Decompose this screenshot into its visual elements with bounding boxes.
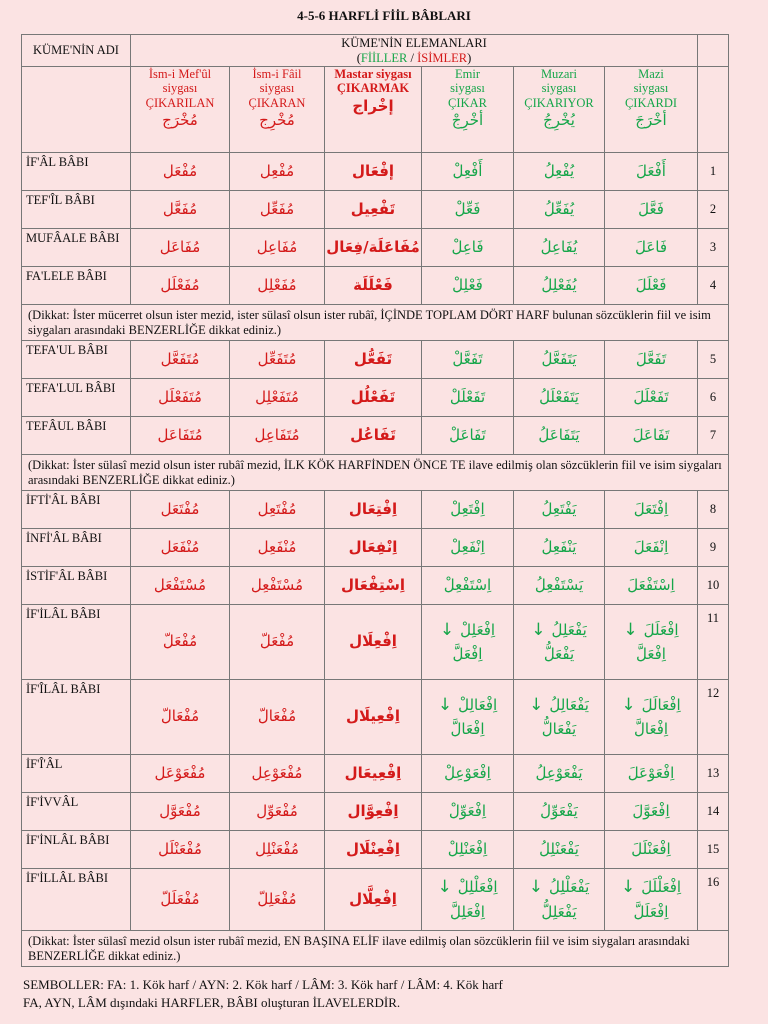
ism-i-meful-cell: مُفْعَوَّل [131,793,230,831]
ism-i-fail-cell: مُفْعَالّ [230,680,325,755]
bab-name: TEFÂUL BÂBI [22,417,131,455]
ism-i-meful-cell: مُفْعَنْلَل [131,831,230,869]
ism-i-fail-cell: مُفْعَوْعِل [230,755,325,793]
arrow-down-icon: ↓ [531,619,546,640]
arrow-down-icon: ↓ [437,694,453,715]
bab-name: İNFİ'ÂL BÂBI [22,529,131,567]
bab-name: İF'İLLÂL BÂBI [22,869,131,931]
column-header: Emir siygası ÇIKAR أخْرِجْ [422,67,514,153]
row-number: 12 [698,680,729,755]
mazi-cell: اِنْفَعَلَ [605,529,698,567]
table-row [22,191,729,229]
emir-cell: ↓ اِفْعَلْلِلْ اِفْعَلِلَّ [422,869,514,931]
arrow-down-icon: ↓ [528,877,543,898]
page-title: 4-5-6 HARFLİ FİİL BÂBLARI [297,8,471,23]
mazi-cell: ↓ اِفْعَلَلَ اِفْعَلَّ [605,605,698,680]
muzari-cell: يُفْعِلُ [514,153,605,191]
table-row [22,793,729,831]
column-header: Muzari siygası ÇIKARIYOR يُخْرِجُ [514,67,605,153]
mazi-cell: تَفَعْلَلَ [605,379,698,417]
muzari-cell: يَسْتَفْعِلُ [514,567,605,605]
note-row [22,455,729,491]
mazi-cell: فَعَّلَ [605,191,698,229]
footer [23,976,503,1012]
arrow-down-icon: ↓ [621,694,636,715]
emir-cell: ↓ اِفْعَالِلْ اِفْعَالَّ [422,680,514,755]
muzari-cell: يَتَفَعَّلُ [514,341,605,379]
emir-cell: اِنْفَعِلْ [422,529,514,567]
note-text: (Dikkat: İster mücerret olsun ister mezid, ister sülasî olsun ister rubâî, İÇİNDE TOPLAM DÖRT HARF bulunan sözcüklerin fiil ve isim siygaları arasındaki BENZERLİĞE dikkat ediniz.) [22,305,729,341]
mazi-cell: اِفْعَوْعَلَ [605,755,698,793]
emir-cell: ↓ اِفْعَلِلْ اِفْعَلَّ [422,605,514,680]
mastar-cell: فَعْلَلَة [325,267,422,305]
muzari-cell: يَنْفَعِلُ [514,529,605,567]
row-number: 1 [698,153,729,191]
mastar-cell: اِفْتِعَال [325,491,422,529]
ism-i-fail-cell: مُتَفَاعِل [230,417,325,455]
bab-name: İF'ÂL BÂBI [22,153,131,191]
ism-i-fail-cell: مُتَفَعْلِل [230,379,325,417]
ism-i-meful-cell: مُفْعَل [131,153,230,191]
table-row [22,229,729,267]
mastar-cell: اِنْفِعَال [325,529,422,567]
row-number: 9 [698,529,729,567]
ism-i-meful-cell: مُفْعَالّ [131,680,230,755]
note-text: (Dikkat: İster sülasî mezid olsun ister rubâî mezid, EN BAŞINA ELİF ilave edilmiş olan sözcüklerin fiil ve isim siygaları arasındaki BENZERLİĞE dikkat ediniz.) [22,931,729,967]
muzari-cell: يَفْتَعِلُ [514,491,605,529]
table-row [22,267,729,305]
ism-i-meful-cell: مُفَعْلَل [131,267,230,305]
table-body [22,35,729,967]
row-number: 7 [698,417,729,455]
mazi-cell: تَفَعَّلَ [605,341,698,379]
table-row [22,831,729,869]
ism-i-meful-cell: مُتَفَاعَل [131,417,230,455]
emir-cell: تَفَعَّلْ [422,341,514,379]
muzari-cell: يَفْعَوْعِلُ [514,755,605,793]
ism-i-meful-cell: مُفْعَوْعَل [131,755,230,793]
ism-i-meful-cell: مُتَفَعَّل [131,341,230,379]
emir-cell: اِفْعَوْعِلْ [422,755,514,793]
additions-line: FA, AYN, LÂM dışındaki HARFLER, BÂBI oluşturan İLAVELERDİR. [23,995,401,1011]
muzari-cell: يَفْعَوِّلُ [514,793,605,831]
symbols-line: SEMBOLLER: FA: 1. Kök harf / AYN: 2. Kök harf / LÂM: 3. Kök harf / LÂM: 4. Kök harf [23,977,503,992]
row-number: 16 [698,869,729,931]
ism-i-fail-cell: مُفْعِل [230,153,325,191]
bab-name: İF'İNLÂL BÂBI [22,831,131,869]
table-row [22,869,729,931]
mastar-cell: اِفْعِلَال [325,605,422,680]
mastar-cell: اِسْتِفْعَال [325,567,422,605]
table-row [22,491,729,529]
ism-i-meful-cell: مُفْعَلّ [131,605,230,680]
babs-table [21,34,729,967]
table-row [22,153,729,191]
table-row [22,529,729,567]
mastar-cell: إفْعَال [325,153,422,191]
mastar-cell: مُفَاعَلَة/فِعَال [325,229,422,267]
emir-cell: تَفَاعَلْ [422,417,514,455]
emir-cell: أَفْعِلْ [422,153,514,191]
ism-i-meful-cell: مُفْعَلَلّ [131,869,230,931]
ism-i-fail-cell: مُفَعِّل [230,191,325,229]
arrow-down-icon: ↓ [437,877,452,898]
note-row [22,931,729,967]
bab-name: İSTİF'ÂL BÂBI [22,567,131,605]
mazi-cell: اِفْعَوَّلَ [605,793,698,831]
bab-name: MUFÂALE BÂBI [22,229,131,267]
arrow-down-icon: ↓ [623,619,638,640]
table-row [22,567,729,605]
ism-i-fail-cell: مُتَفَعِّل [230,341,325,379]
note-text: (Dikkat: İster sülasî mezid olsun ister rubâî mezid, İLK KÖK HARFİNDEN ÖNCE TE ilave edilmiş olan sözcüklerin fiil ve isim siygaları arasındaki BENZERLİĞE dikkat ediniz.) [22,455,729,491]
mastar-cell: اِفْعِنْلَال [325,831,422,869]
emir-cell: فَعِّلْ [422,191,514,229]
mazi-cell: أَفْعَلَ [605,153,698,191]
mastar-cell: تَفَاعُل [325,417,422,455]
emir-cell: اِفْعَوِّلْ [422,793,514,831]
ism-i-meful-cell: مُنْفَعَل [131,529,230,567]
ism-i-fail-cell: مُنْفَعِل [230,529,325,567]
bab-name: TEFA'UL BÂBI [22,341,131,379]
emir-cell: اِسْتَفْعِلْ [422,567,514,605]
mazi-cell: اِسْتَفْعَلَ [605,567,698,605]
row-number: 2 [698,191,729,229]
muzari-cell: يُفَاعِلُ [514,229,605,267]
row-number: 11 [698,605,729,680]
mastar-cell: اِفْعِوَّال [325,793,422,831]
row-number: 13 [698,755,729,793]
mazi-cell: اِفْتَعَلَ [605,491,698,529]
muzari-cell: ↓ يَفْعَلِلُ يَفْعَلُّ [514,605,605,680]
muzari-cell: يَتَفَعْلَلُ [514,379,605,417]
mastar-cell: تَفْعِيل [325,191,422,229]
bab-name: İFTİ'ÂL BÂBI [22,491,131,529]
table-row [22,341,729,379]
group-name-header: KÜME'NİN ADI [22,35,131,67]
ism-i-fail-cell: مُسْتَفْعِل [230,567,325,605]
emir-cell: اِفْتَعِلْ [422,491,514,529]
column-header: İsm-i Mef'ûl siygası ÇIKARILAN مُخْرَج [131,67,230,153]
table-row [22,605,729,680]
bab-name: TEFA'LUL BÂBI [22,379,131,417]
bab-name: İF'İLÂL BÂBI [22,605,131,680]
emir-cell: اِفْعَنْلِلْ [422,831,514,869]
mastar-cell: تَفَعْلُل [325,379,422,417]
column-header: Mastar siygası ÇIKARMAK إخْراج [325,67,422,153]
mazi-cell: ↓ اِفْعَلْلَلَ اِفْعَلَلَّ [605,869,698,931]
ism-i-meful-cell: مُفَاعَل [131,229,230,267]
table-row [22,417,729,455]
row-number: 4 [698,267,729,305]
header-row-2 [22,67,729,153]
emir-cell: فَعْلِلْ [422,267,514,305]
ism-i-meful-cell: مُتَفَعْلَل [131,379,230,417]
column-header: Mazi siygası ÇIKARDI أخْرَجَ [605,67,698,153]
mastar-cell: اِفْعِيلَال [325,680,422,755]
table-row [22,755,729,793]
row-number: 6 [698,379,729,417]
mastar-cell: تَفَعُّل [325,341,422,379]
ism-i-meful-cell: مُفْتَعَل [131,491,230,529]
ism-i-meful-cell: مُفَعَّل [131,191,230,229]
muzari-cell: ↓ يَفْعَلْلِلُ يَفْعَلِلُّ [514,869,605,931]
emir-cell: تَفَعْلَلْ [422,379,514,417]
ism-i-fail-cell: مُفْعَوِّل [230,793,325,831]
note-row [22,305,729,341]
row-number: 3 [698,229,729,267]
bab-name: İF'ÎLÂL BÂBI [22,680,131,755]
bab-name: TEF'ÎL BÂBI [22,191,131,229]
column-header: İsm-i Fâil siygası ÇIKARAN مُخْرِج [230,67,325,153]
mazi-cell: تَفَاعَلَ [605,417,698,455]
row-number: 5 [698,341,729,379]
header-row-1 [22,35,729,67]
muzari-cell: يُفَعْلِلُ [514,267,605,305]
muzari-cell: يَفْعَنْلِلُ [514,831,605,869]
arrow-down-icon: ↓ [620,877,636,898]
mazi-cell: فَعْلَلَ [605,267,698,305]
arrow-down-icon: ↓ [439,619,455,640]
group-elements-header: KÜME'NİN ELEMANLARI (FİİLLER / İSİMLER) [131,35,698,67]
mazi-cell: ↓ اِفْعَالَلَ اِفْعَالَّ [605,680,698,755]
bab-name: İF'İVVÂL [22,793,131,831]
mastar-cell: اِفْعِيعَال [325,755,422,793]
bab-name: İF'Î'ÂL [22,755,131,793]
ism-i-fail-cell: مُفْعَلّ [230,605,325,680]
row-number: 15 [698,831,729,869]
muzari-cell: يُفَعِّلُ [514,191,605,229]
emir-cell: فَاعِلْ [422,229,514,267]
row-number: 14 [698,793,729,831]
bab-name: FA'LELE BÂBI [22,267,131,305]
muzari-cell: يَتَفَاعَلُ [514,417,605,455]
mastar-cell: اِفْعِلَّال [325,869,422,931]
arrow-down-icon: ↓ [529,694,544,715]
table-row [22,680,729,755]
row-number: 8 [698,491,729,529]
mazi-cell: فَاعَلَ [605,229,698,267]
muzari-cell: ↓ يَفْعَالِلُ يَفْعَالُّ [514,680,605,755]
ism-i-fail-cell: مُفْعَنْلِل [230,831,325,869]
ism-i-fail-cell: مُفْعَلِلّ [230,869,325,931]
ism-i-meful-cell: مُسْتَفْعَل [131,567,230,605]
ism-i-fail-cell: مُفَاعِل [230,229,325,267]
ism-i-fail-cell: مُفْتَعِل [230,491,325,529]
ism-i-fail-cell: مُفَعْلِل [230,267,325,305]
table-row [22,379,729,417]
mazi-cell: اِفْعَنْلَلَ [605,831,698,869]
row-number: 10 [698,567,729,605]
